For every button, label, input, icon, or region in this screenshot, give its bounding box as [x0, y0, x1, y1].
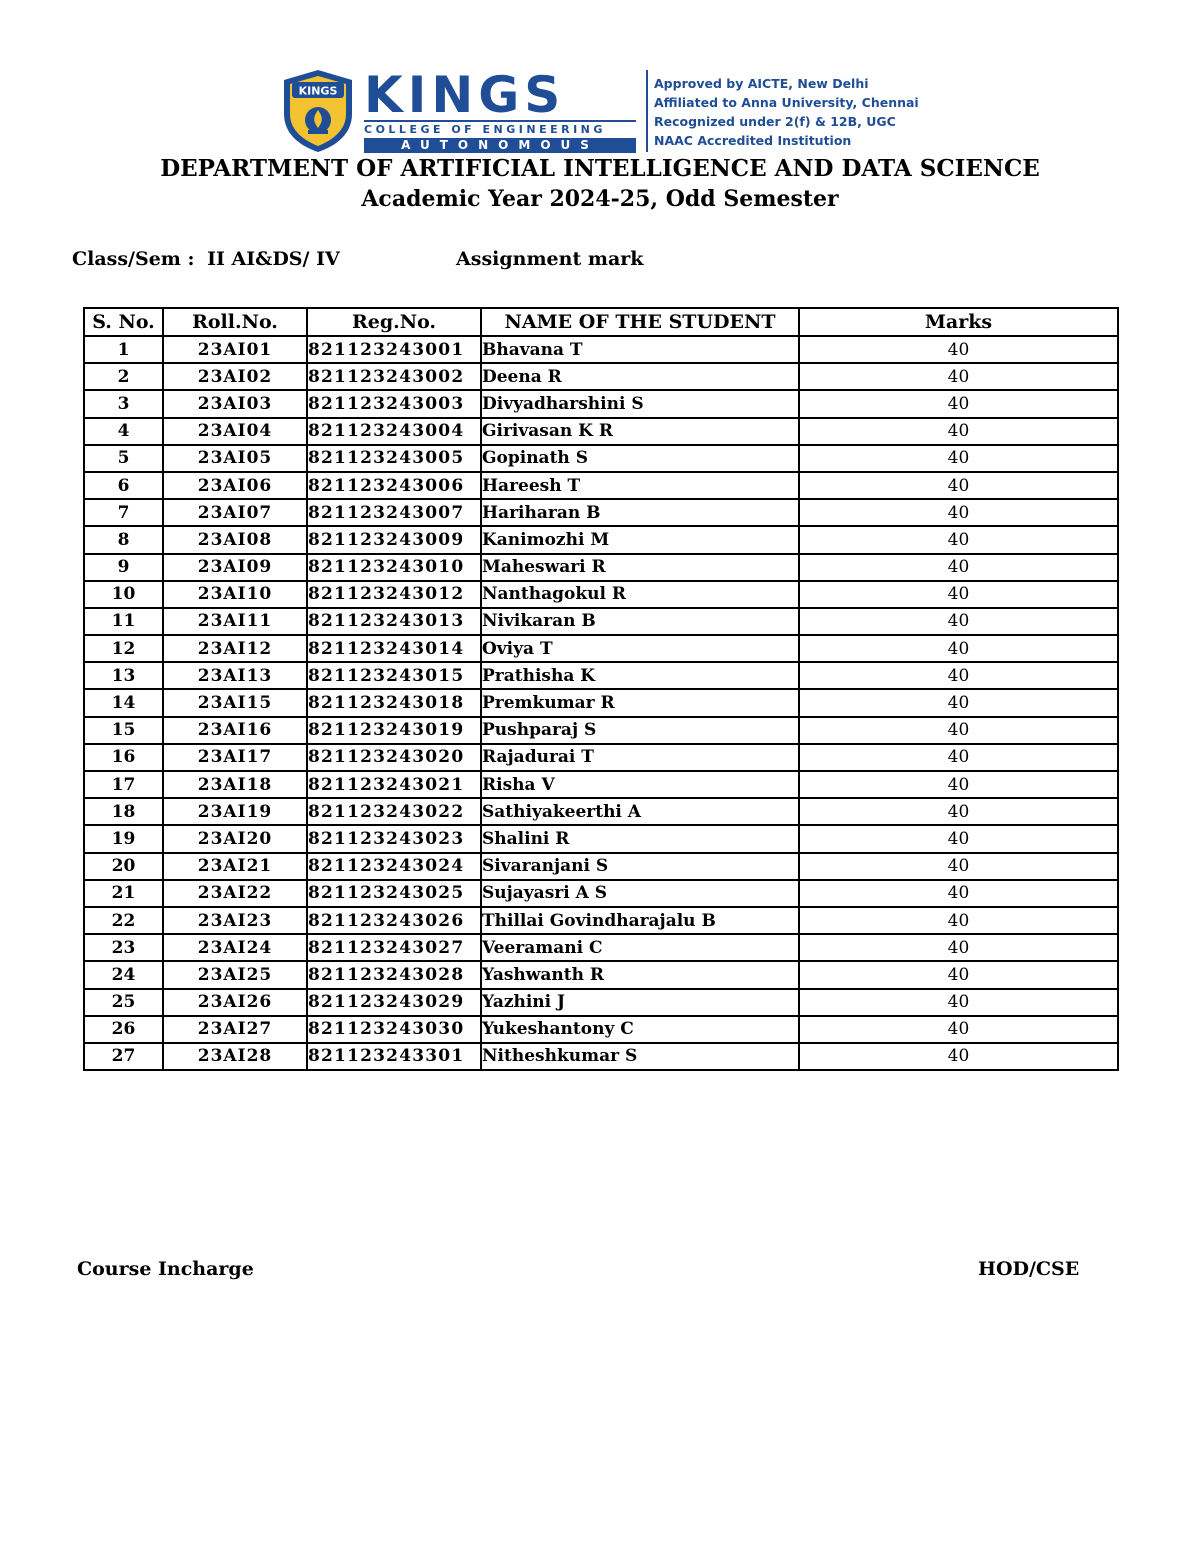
column-header-marks: Marks: [799, 308, 1118, 336]
cell-marks: 40: [799, 689, 1118, 716]
table-row: [84, 689, 1118, 716]
column-header-roll: Roll.No.: [163, 308, 307, 336]
cell-marks: 40: [799, 554, 1118, 581]
cell-student-name: Sivaranjani S: [481, 853, 799, 880]
table-row: [84, 499, 1118, 526]
cell-roll-no: 23AI24: [163, 934, 307, 961]
cell-sno: 13: [84, 662, 163, 689]
cell-marks: 40: [799, 363, 1118, 390]
cell-reg-no: 821123243018: [307, 689, 481, 716]
cell-roll-no: 23AI03: [163, 390, 307, 417]
table-row: [84, 961, 1118, 988]
cell-sno: 11: [84, 608, 163, 635]
cell-roll-no: 23AI22: [163, 880, 307, 907]
approval-line: Approved by AICTE, New Delhi: [654, 76, 869, 91]
table-row: [84, 717, 1118, 744]
cell-student-name: Nivikaran B: [481, 608, 799, 635]
approval-line: Recognized under 2(f) & 12B, UGC: [654, 114, 896, 129]
class-sem-value: II AI&DS/ IV: [207, 248, 340, 270]
cell-reg-no: 821123243010: [307, 554, 481, 581]
cell-student-name: Sathiyakeerthi A: [481, 798, 799, 825]
cell-student-name: Maheswari R: [481, 554, 799, 581]
cell-student-name: Risha V: [481, 771, 799, 798]
cell-roll-no: 23AI25: [163, 961, 307, 988]
brand-wordmark: [364, 66, 636, 152]
table-row: [84, 744, 1118, 771]
cell-roll-no: 23AI27: [163, 1016, 307, 1043]
cell-reg-no: 821123243004: [307, 418, 481, 445]
cell-sno: 25: [84, 989, 163, 1016]
cell-student-name: Yukeshantony C: [481, 1016, 799, 1043]
cell-marks: 40: [799, 744, 1118, 771]
cell-reg-no: 821123243022: [307, 798, 481, 825]
header-divider: [646, 70, 648, 152]
table-row: [84, 853, 1118, 880]
cell-sno: 21: [84, 880, 163, 907]
table-row: [84, 825, 1118, 852]
cell-marks: 40: [799, 390, 1118, 417]
table-row: [84, 526, 1118, 553]
brand-name: KINGS: [364, 66, 566, 124]
cell-student-name: Thillai Govindharajalu B: [481, 907, 799, 934]
cell-reg-no: 821123243029: [307, 989, 481, 1016]
college-header: [280, 68, 930, 154]
cell-reg-no: 821123243002: [307, 363, 481, 390]
brand-subtitle: COLLEGE OF ENGINEERING: [364, 120, 636, 137]
cell-student-name: Bhavana T: [481, 336, 799, 363]
cell-marks: 40: [799, 499, 1118, 526]
assignment-label: Assignment mark: [456, 248, 644, 270]
table-row: [84, 472, 1118, 499]
cell-reg-no: 821123243015: [307, 662, 481, 689]
cell-roll-no: 23AI16: [163, 717, 307, 744]
cell-reg-no: 821123243013: [307, 608, 481, 635]
cell-roll-no: 23AI01: [163, 336, 307, 363]
cell-sno: 19: [84, 825, 163, 852]
cell-marks: 40: [799, 717, 1118, 744]
cell-roll-no: 23AI17: [163, 744, 307, 771]
cell-marks: 40: [799, 1043, 1118, 1070]
cell-sno: 1: [84, 336, 163, 363]
cell-reg-no: 821123243012: [307, 581, 481, 608]
cell-roll-no: 23AI10: [163, 581, 307, 608]
cell-student-name: Sujayasri A S: [481, 880, 799, 907]
cell-marks: 40: [799, 1016, 1118, 1043]
cell-sno: 2: [84, 363, 163, 390]
cell-marks: 40: [799, 880, 1118, 907]
cell-reg-no: 821123243014: [307, 635, 481, 662]
table-row: [84, 662, 1118, 689]
marks-table: [83, 307, 1119, 1071]
cell-roll-no: 23AI21: [163, 853, 307, 880]
cell-sno: 8: [84, 526, 163, 553]
table-row: [84, 390, 1118, 417]
cell-reg-no: 821123243007: [307, 499, 481, 526]
table-row: [84, 989, 1118, 1016]
cell-student-name: Gopinath S: [481, 445, 799, 472]
cell-marks: 40: [799, 989, 1118, 1016]
cell-student-name: Divyadharshini S: [481, 390, 799, 417]
department-title: DEPARTMENT OF ARTIFICIAL INTELLIGENCE AND DATA SCIENCE: [160, 155, 1040, 182]
cell-student-name: Premkumar R: [481, 689, 799, 716]
table-row: [84, 880, 1118, 907]
column-header-name: NAME OF THE STUDENT: [481, 308, 799, 336]
cell-student-name: Nitheshkumar S: [481, 1043, 799, 1070]
cell-roll-no: 23AI20: [163, 825, 307, 852]
table-row: [84, 336, 1118, 363]
cell-sno: 26: [84, 1016, 163, 1043]
cell-student-name: Girivasan K R: [481, 418, 799, 445]
cell-roll-no: 23AI04: [163, 418, 307, 445]
cell-reg-no: 821123243021: [307, 771, 481, 798]
cell-marks: 40: [799, 798, 1118, 825]
cell-student-name: Kanimozhi M: [481, 526, 799, 553]
class-sem-line: [72, 248, 340, 270]
cell-reg-no: 821123243006: [307, 472, 481, 499]
cell-marks: 40: [799, 907, 1118, 934]
cell-reg-no: 821123243027: [307, 934, 481, 961]
cell-roll-no: 23AI19: [163, 798, 307, 825]
cell-sno: 24: [84, 961, 163, 988]
cell-reg-no: 821123243025: [307, 880, 481, 907]
cell-student-name: Oviya T: [481, 635, 799, 662]
cell-marks: 40: [799, 961, 1118, 988]
cell-marks: 40: [799, 662, 1118, 689]
approval-line: Affiliated to Anna University, Chennai: [654, 95, 919, 110]
cell-student-name: Deena R: [481, 363, 799, 390]
column-header-reg: Reg.No.: [307, 308, 481, 336]
cell-roll-no: 23AI18: [163, 771, 307, 798]
table-row: [84, 363, 1118, 390]
cell-sno: 10: [84, 581, 163, 608]
cell-roll-no: 23AI09: [163, 554, 307, 581]
cell-marks: 40: [799, 934, 1118, 961]
table-row: [84, 608, 1118, 635]
cell-reg-no: 821123243003: [307, 390, 481, 417]
approval-line: NAAC Accredited Institution: [654, 133, 852, 148]
table-row: [84, 907, 1118, 934]
cell-marks: 40: [799, 635, 1118, 662]
cell-roll-no: 23AI23: [163, 907, 307, 934]
crest-badge-text: KINGS: [298, 84, 338, 98]
cell-reg-no: 821123243020: [307, 744, 481, 771]
cell-marks: 40: [799, 608, 1118, 635]
cell-marks: 40: [799, 526, 1118, 553]
table-header-row: [84, 308, 1118, 336]
cell-student-name: Pushparaj S: [481, 717, 799, 744]
cell-marks: 40: [799, 472, 1118, 499]
cell-sno: 7: [84, 499, 163, 526]
cell-roll-no: 23AI11: [163, 608, 307, 635]
cell-sno: 15: [84, 717, 163, 744]
table-row: [84, 1016, 1118, 1043]
cell-student-name: Shalini R: [481, 825, 799, 852]
course-incharge-signature: Course Incharge: [77, 1258, 254, 1280]
cell-sno: 6: [84, 472, 163, 499]
table-row: [84, 934, 1118, 961]
cell-student-name: Veeramani C: [481, 934, 799, 961]
cell-sno: 23: [84, 934, 163, 961]
cell-roll-no: 23AI05: [163, 445, 307, 472]
marks-table-body: [84, 336, 1118, 1070]
cell-sno: 4: [84, 418, 163, 445]
table-row: [84, 1043, 1118, 1070]
college-crest-logo: [280, 68, 356, 154]
cell-student-name: Rajadurai T: [481, 744, 799, 771]
cell-reg-no: 821123243001: [307, 336, 481, 363]
academic-year-subtitle: Academic Year 2024-25, Odd Semester: [361, 186, 839, 212]
cell-sno: 14: [84, 689, 163, 716]
cell-student-name: Nanthagokul R: [481, 581, 799, 608]
cell-marks: 40: [799, 418, 1118, 445]
cell-marks: 40: [799, 581, 1118, 608]
cell-reg-no: 821123243009: [307, 526, 481, 553]
cell-sno: 22: [84, 907, 163, 934]
cell-marks: 40: [799, 825, 1118, 852]
cell-marks: 40: [799, 853, 1118, 880]
cell-student-name: Yazhini J: [481, 989, 799, 1016]
cell-reg-no: 821123243023: [307, 825, 481, 852]
cell-roll-no: 23AI12: [163, 635, 307, 662]
cell-reg-no: 821123243030: [307, 1016, 481, 1043]
cell-sno: 17: [84, 771, 163, 798]
cell-sno: 5: [84, 445, 163, 472]
cell-sno: 27: [84, 1043, 163, 1070]
table-row: [84, 771, 1118, 798]
cell-roll-no: 23AI08: [163, 526, 307, 553]
cell-roll-no: 23AI15: [163, 689, 307, 716]
cell-student-name: Hareesh T: [481, 472, 799, 499]
cell-reg-no: 821123243026: [307, 907, 481, 934]
cell-sno: 20: [84, 853, 163, 880]
table-row: [84, 445, 1118, 472]
cell-roll-no: 23AI26: [163, 989, 307, 1016]
cell-roll-no: 23AI07: [163, 499, 307, 526]
table-row: [84, 418, 1118, 445]
cell-roll-no: 23AI13: [163, 662, 307, 689]
cell-reg-no: 821123243019: [307, 717, 481, 744]
hod-signature: HOD/CSE: [978, 1258, 1080, 1280]
table-row: [84, 581, 1118, 608]
class-sem-label: Class/Sem :: [72, 248, 195, 270]
cell-roll-no: 23AI02: [163, 363, 307, 390]
table-row: [84, 798, 1118, 825]
cell-marks: 40: [799, 336, 1118, 363]
cell-marks: 40: [799, 445, 1118, 472]
cell-sno: 9: [84, 554, 163, 581]
cell-reg-no: 821123243024: [307, 853, 481, 880]
brand-status: AUTONOMOUS: [364, 138, 636, 153]
cell-student-name: Hariharan B: [481, 499, 799, 526]
cell-reg-no: 821123243301: [307, 1043, 481, 1070]
cell-reg-no: 821123243028: [307, 961, 481, 988]
cell-student-name: Yashwanth R: [481, 961, 799, 988]
table-row: [84, 554, 1118, 581]
cell-sno: 16: [84, 744, 163, 771]
cell-reg-no: 821123243005: [307, 445, 481, 472]
cell-roll-no: 23AI06: [163, 472, 307, 499]
cell-sno: 18: [84, 798, 163, 825]
approvals-list: [654, 74, 919, 150]
cell-sno: 12: [84, 635, 163, 662]
cell-marks: 40: [799, 771, 1118, 798]
table-row: [84, 635, 1118, 662]
cell-roll-no: 23AI28: [163, 1043, 307, 1070]
column-header-sno: S. No.: [84, 308, 163, 336]
cell-student-name: Prathisha K: [481, 662, 799, 689]
cell-sno: 3: [84, 390, 163, 417]
